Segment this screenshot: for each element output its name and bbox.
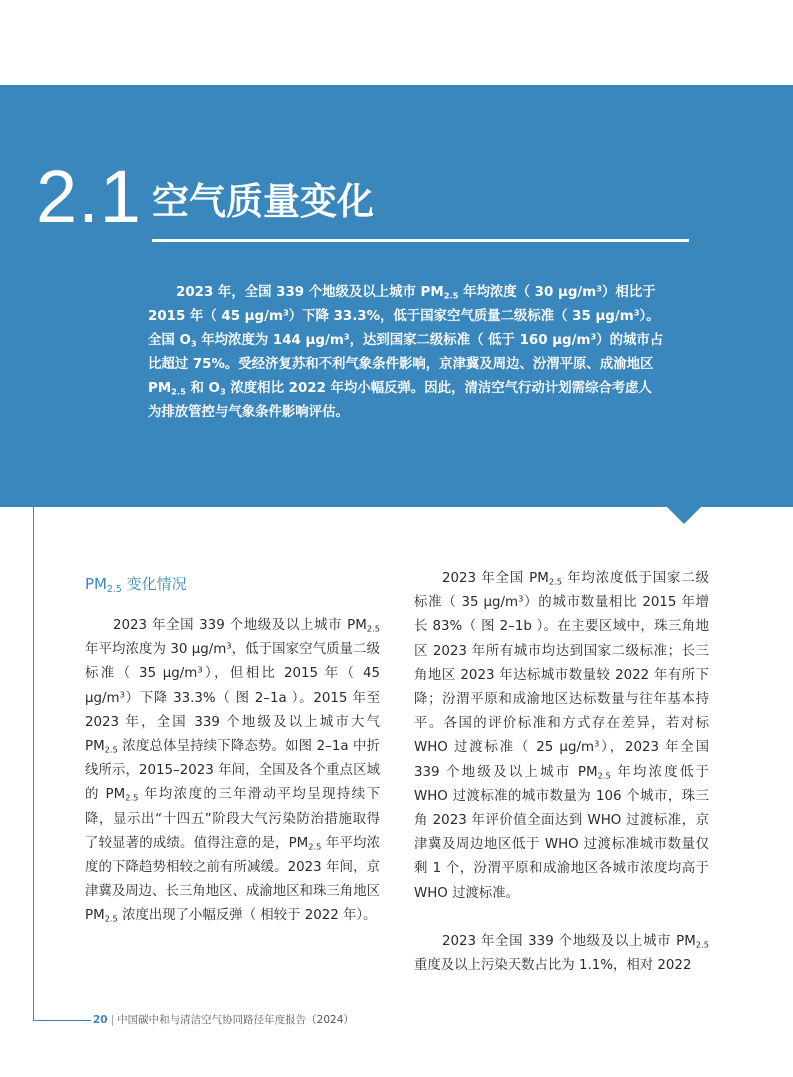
report-title: 中国碳中和与清洁空气协同路径年度报告（2024） [117, 1014, 354, 1026]
right-column [414, 567, 709, 978]
footer-separator: | [110, 1014, 115, 1026]
body-paragraph: 2023 年全国 $PM_{2.5}$ 年均浓度低于国家二级标准（ 35 $\mu g/m^3$）的城市数量相比 2015 年增长 83%（ 图 2–1b ）。在主要区域中，珠三角地区 2023 年所有城市均达到国家二级标准；长三角地区 2023 年达标城市数量较 2022 年有所下降；汾渭平原和成渝地区达标数量与往年基本持平。各国的评价标准和方式存在差异，若对标 WHO 过渡标准（ 25 $\mu g/m^3$），2023 年全国 339 个地级及以上城市 $PM_{2.5}$ 年均浓度低于 WHO 过渡标准的城市数量为 106 个城市，珠三角 2023 年评价值全面达到 WHO 过渡标准，京津冀及周边地区低于 WHO 过渡标准城市数量仅剩 1 个，汾渭平原和成渝地区各城市浓度均高于 WHO 过渡标准。 [414, 571, 710, 901]
summary-paragraph: 2023 年，全国 339 个地级及以上城市 $PM_{2.5}$ 年均浓度（ 30 $\mu g/m^3$）相比于 2015 年（ 45 $\mu g/m^3$）下降 33.3%，低于国家空气质量二级标准（ 35 $\mu g/m^3$）。全国 $O_3$ 年均浓度为 144 $\mu g/m^3$，达到国家二级标准（ 低于 160 $\mu g/m^3$）的城市占比超过 75%。受经济复苏和不利气象条件影响，京津冀及周边、汾渭平原、成渝地区 $PM_{2.5}$ 和 $O_3$ 浓度相比 2022 年均小幅反弹。因此，清洁空气行动计划需综合考虑人为排放管控与气象条件影响评估。 [148, 283, 664, 420]
body-paragraph: 2023 年全国 339 个地级及以上城市 $PM_{2.5}$ 年平均浓度为 30 $\mu g/m^3$，低于国家空气质量二级标准（ 35 $\mu g/m^3$），但相比 2015 年（ 45 $\mu g/m^3$）下降 33.3%（ 图 2–1a ）。2015 年至 2023 年，全国 339 个地级及以上城市大气 $PM_{2.5}$ 浓度总体呈持续下降态势。如图 2–1a 中折线所示，2015–2023 年间，全国及各个重点区域的 $PM_{2.5}$ 年均浓度的三年滑动平均呈现持续下降，显示出“十四五”阶段大气污染防治措施取得了较显著的成绩。值得注意的是，$PM_{2.5}$ 年平均浓度的下降趋势相较之前有所减缓。2023 年间，京津冀及周边、长三角地区、成渝地区和珠三角地区 $PM_{2.5}$ 浓度出现了小幅反弹（ 相较于 2022 年）。 [85, 618, 380, 924]
page-frame-vertical [33, 507, 34, 1020]
section-summary [148, 281, 664, 425]
subsection-heading: $PM_{2.5}$ 变化情况 [85, 575, 187, 595]
left-column [85, 567, 380, 929]
section-number: 2.1 [36, 155, 142, 238]
page-footer [93, 1013, 354, 1027]
banner-notch [666, 506, 702, 524]
section-title: 空气质量变化 [152, 180, 374, 223]
page-number: 20 [93, 1014, 108, 1026]
body-paragraph: 2023 年全国 339 个地级及以上城市 $PM_{2.5}$ 重度及以上污染天数占比为 1.1%，相对 2022 [414, 933, 709, 974]
page-frame-horizontal [33, 1020, 91, 1021]
title-divider [152, 239, 689, 242]
